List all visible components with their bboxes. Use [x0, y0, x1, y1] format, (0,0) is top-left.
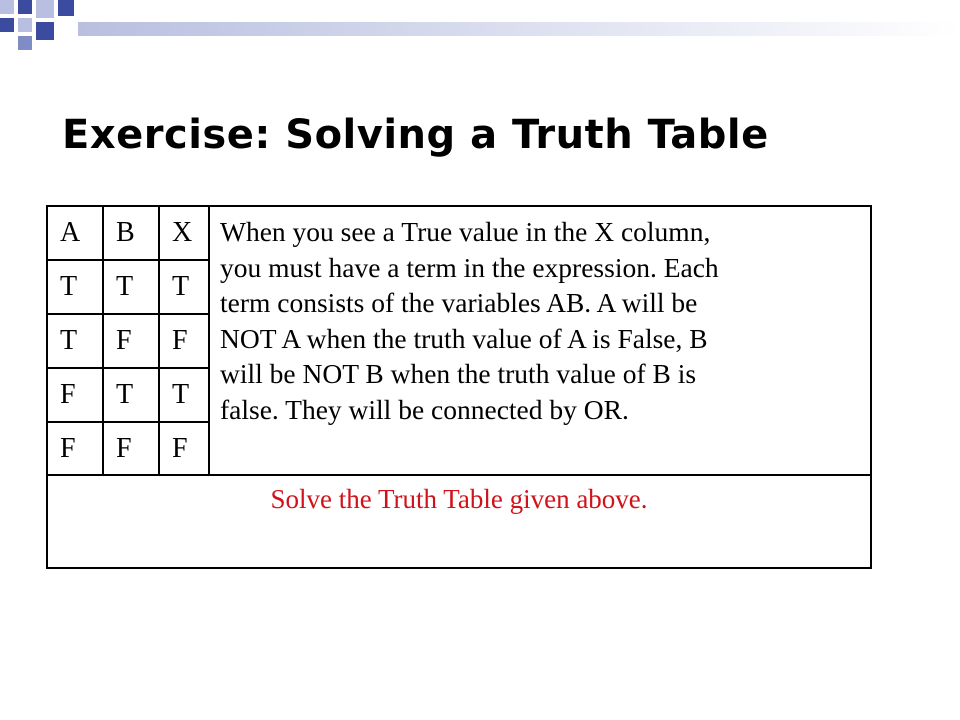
table-header-b: B: [116, 217, 135, 248]
table-cell: T: [172, 379, 190, 410]
decoration-square: [0, 0, 14, 14]
table-cell: F: [172, 325, 188, 356]
decoration-square: [36, 22, 54, 40]
instructions-line: NOT A when the truth value of A is False, B: [220, 322, 708, 354]
table-divider: [208, 205, 210, 475]
instructions-line: When you see a True value in the X column,: [220, 216, 711, 247]
instructions-line: you must have a term in the expression. Each: [220, 251, 719, 283]
table-cell: T: [116, 271, 134, 302]
decoration-square: [18, 36, 32, 50]
table-header-a: A: [60, 217, 81, 248]
corner-decoration: [0, 0, 960, 50]
table-divider: [46, 474, 872, 476]
table-cell: F: [60, 433, 76, 464]
exercise-prompt: Solve the Truth Table given above.: [270, 484, 648, 514]
decoration-square: [18, 0, 32, 14]
decoration-bar: [78, 22, 960, 36]
table-cell: F: [60, 379, 76, 410]
instructions-line: will be NOT B when the truth value of B is: [220, 358, 697, 389]
table-cell: T: [172, 271, 190, 302]
table-cell: F: [172, 433, 188, 464]
decoration-square: [0, 18, 14, 32]
page-title: Exercise: Solving a Truth Table: [62, 112, 769, 158]
decoration-square: [18, 18, 32, 32]
instructions-line: false. They will be connected by OR.: [220, 393, 629, 425]
table-cell: T: [60, 271, 78, 302]
instructions-line: term consists of the variables AB. A will be: [220, 287, 698, 318]
table-cell: F: [116, 325, 132, 356]
decoration-square: [36, 0, 54, 18]
table-header-x: X: [172, 217, 193, 248]
decoration-square: [58, 0, 74, 16]
table-cell: T: [116, 379, 134, 410]
table-cell: F: [116, 433, 132, 464]
instructions-text: [220, 214, 865, 427]
table-cell: T: [60, 325, 78, 356]
